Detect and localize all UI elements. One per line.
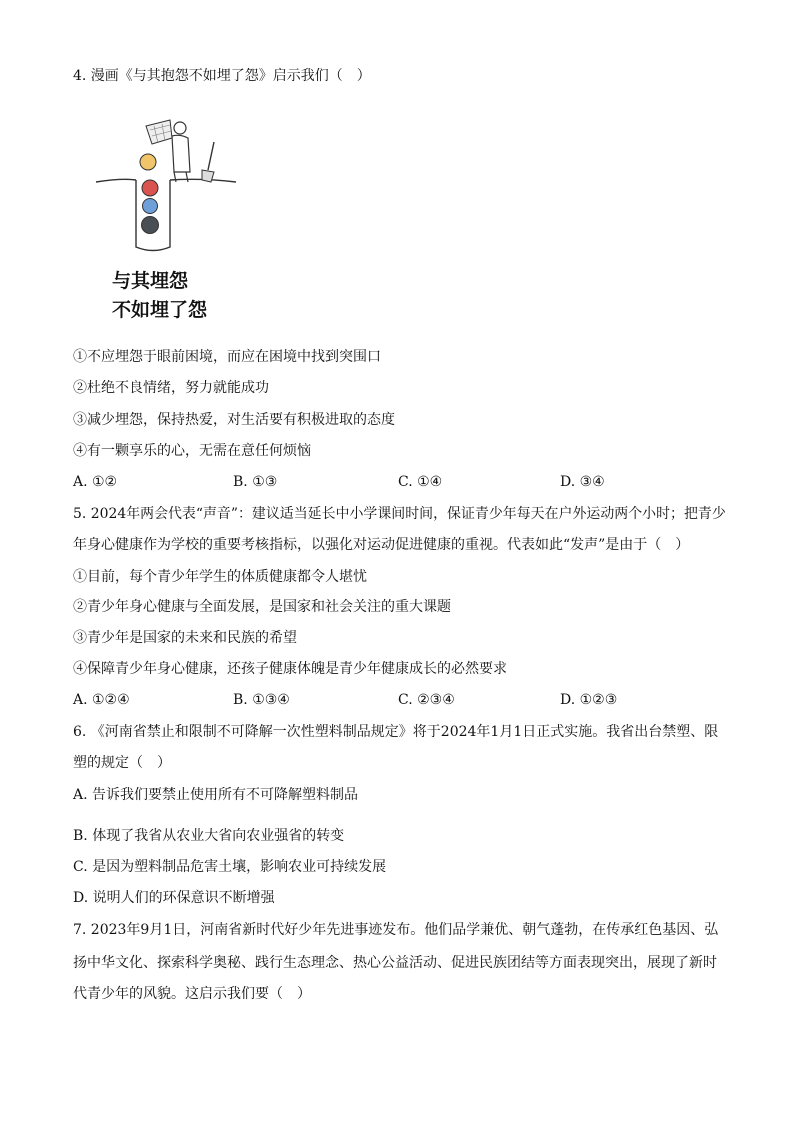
q6-option-d[interactable]: D. 说明人们的环保意识不断增强 bbox=[73, 890, 275, 906]
q6-stem-line2: 塑的规定（ ） bbox=[73, 755, 171, 771]
q6-option-c[interactable]: C. 是因为塑料制品危害土壤，影响农业可持续发展 bbox=[73, 859, 387, 875]
cartoon-caption-1: 与其埋怨 bbox=[112, 270, 189, 292]
q4-option-a[interactable]: A. ①② bbox=[73, 474, 118, 490]
q5-item-3: ③青少年是国家的未来和民族的希望 bbox=[73, 630, 297, 646]
q4-option-d[interactable]: D. ③④ bbox=[560, 474, 605, 490]
q5-stem-line2: 年身心健康作为学校的重要考核指标，以强化对运动促进健康的重视。代表如此“发声”是由于（ ） bbox=[73, 537, 690, 553]
q5-option-d[interactable]: D. ①②③ bbox=[560, 692, 618, 708]
cartoon-caption-2: 不如埋了怨 bbox=[112, 299, 208, 321]
cartoon-image bbox=[92, 112, 242, 327]
q5-option-b[interactable]: B. ①③④ bbox=[233, 692, 290, 708]
q5-item-2: ②青少年身心健康与全面发展，是国家和社会关注的重大课题 bbox=[73, 599, 451, 615]
q4-item-1: ①不应埋怨于眼前困境，而应在困境中找到突围口 bbox=[73, 349, 381, 365]
q5-stem-line1: 5. 2024年两会代表“声音”：建议适当延长中小学课间时间，保证青少年每天在户外运动两个小时；把青少 bbox=[73, 506, 726, 522]
q7-stem-line3: 代青少年的风貌。这启示我们要（ ） bbox=[73, 986, 311, 1002]
q4-option-c[interactable]: C. ①④ bbox=[398, 474, 443, 490]
q5-item-4: ④保障青少年身心健康，还孩子健康体魄是青少年健康成长的必然要求 bbox=[73, 661, 507, 677]
q4-item-2: ②杜绝不良情绪，努力就能成功 bbox=[73, 380, 269, 396]
q5-option-c[interactable]: C. ②③④ bbox=[398, 692, 455, 708]
q4-item-4: ④有一颗享乐的心，无需在意任何烦恼 bbox=[73, 443, 311, 459]
q7-stem-line1: 7. 2023年9月1日，河南省新时代好少年先进事迹发布。他们品学兼优、朝气蓬勃，在传承红色基因、弘 bbox=[73, 922, 719, 938]
q5-item-1: ①目前，每个青少年学生的体质健康都令人堪忧 bbox=[73, 569, 367, 585]
q4-item-3: ③减少埋怨，保持热爱，对生活要有积极进取的态度 bbox=[73, 412, 395, 428]
q4-stem: 4. 漫画《与其抱怨不如埋了怨》启示我们（ ） bbox=[73, 68, 371, 84]
q5-option-a[interactable]: A. ①②④ bbox=[73, 692, 130, 708]
q6-stem-line1: 6. 《河南省禁止和限制不可降解一次性塑料制品规定》将于2024年1月1日正式实施。我省出台禁塑、限 bbox=[73, 724, 719, 740]
q4-option-b[interactable]: B. ①③ bbox=[233, 474, 278, 490]
q6-option-b[interactable]: B. 体现了我省从农业大省向农业强省的转变 bbox=[73, 828, 345, 844]
q6-option-a[interactable]: A. 告诉我们要禁止使用所有不可降解塑料制品 bbox=[73, 787, 359, 803]
q7-stem-line2: 扬中华文化、探索科学奥秘、践行生态理念、热心公益活动、促进民族团结等方面表现突出，展现了新时 bbox=[73, 955, 717, 971]
